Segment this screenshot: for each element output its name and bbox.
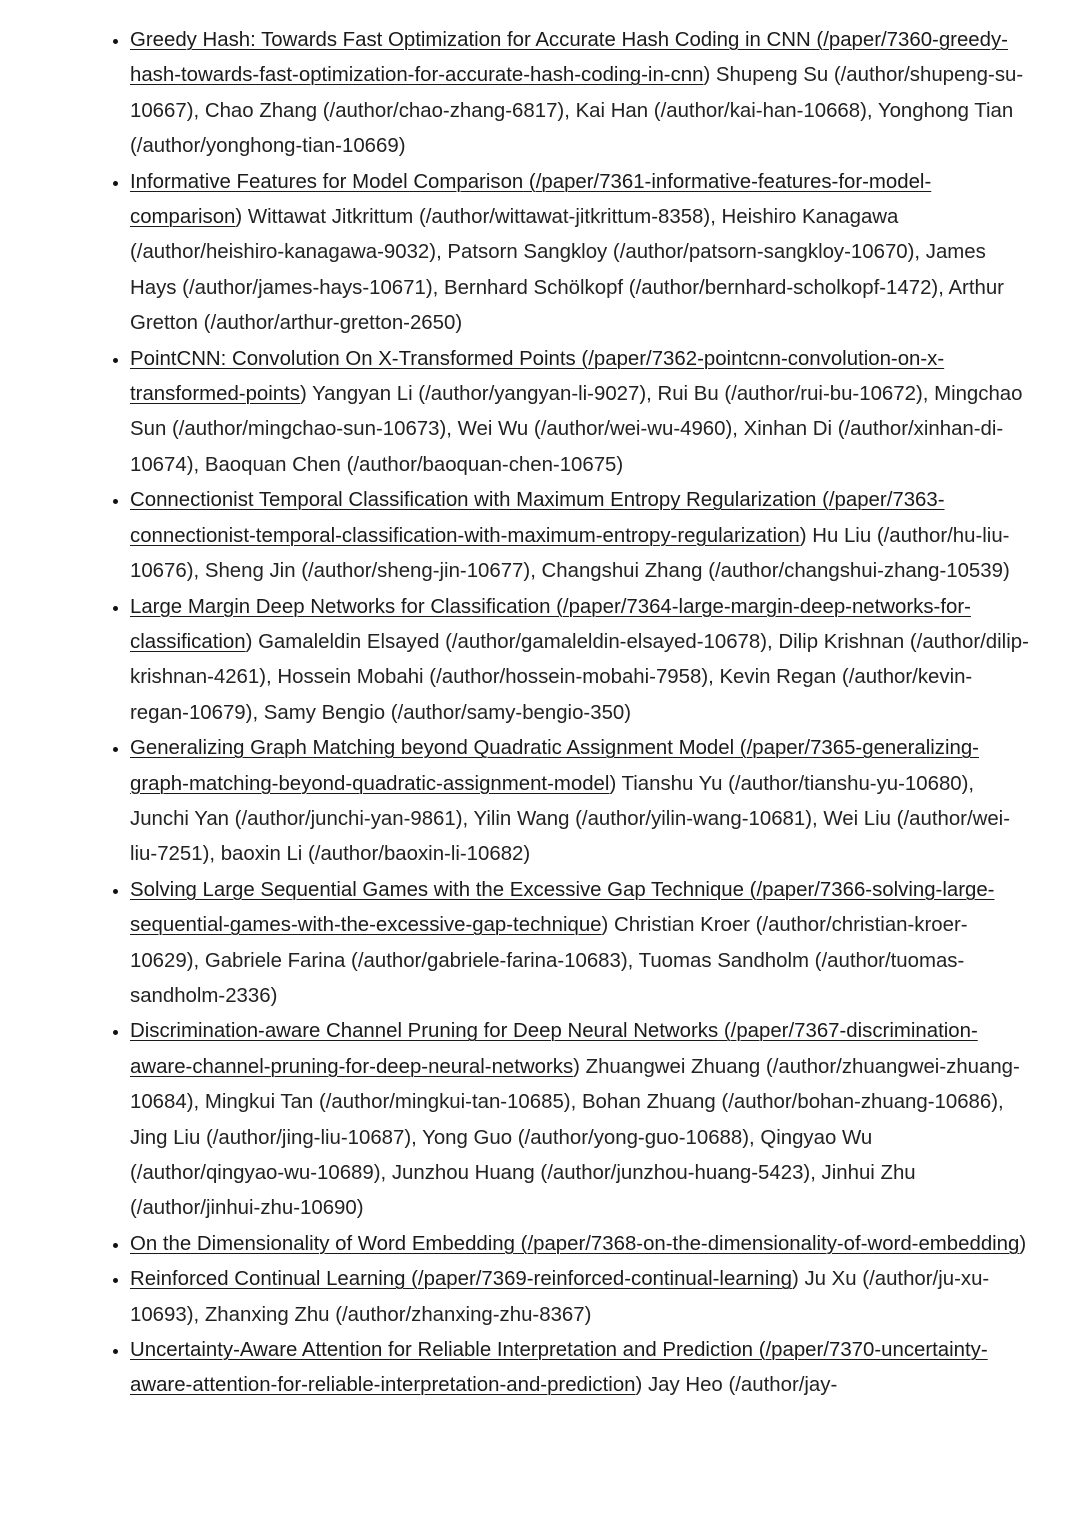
author-url: /author/bernhard-scholkopf-1472 <box>635 276 932 299</box>
paper-link[interactable]: Solving Large Sequential Games with the Excessive Gap Technique (/paper/7366-solving-large-sequential-games-with-the-excessive-gap-technique <box>130 878 995 937</box>
author-url: /author/ju-xu-10693 <box>130 1268 990 1326</box>
author-name[interactable]: Junchi Yan <box>130 807 230 830</box>
paper-item: • On the Dimensionality of Word Embedding (/paper/7368-on-the-dimensionality-of-word-embedding) <box>130 1227 1030 1262</box>
author-name[interactable]: Heishiro Kanagawa <box>721 206 899 229</box>
paper-url: /paper/7363-connectionist-temporal-classification-with-maximum-entropy-regularization <box>130 489 945 547</box>
author-name[interactable]: Samy Bengio <box>263 701 386 724</box>
author-url: /author/rui-bu-10672 <box>731 383 916 406</box>
paper-item: • Connectionist Temporal Classification with Maximum Entropy Regularization (/paper/7363-connectionist-temporal-classification-with-maximum-entropy-regularization) Hu Liu (/author/hu-liu-10676), Sheng Jin (/author/sheng-jin-10677), Changshui Zhang (/author/changshui-zhang-10539) <box>130 483 1030 589</box>
author-name[interactable]: Gabriele Farina <box>204 949 346 972</box>
paper-url: /paper/7369-reinforced-continual-learning <box>417 1268 792 1291</box>
author-name[interactable]: Yangyan Li <box>312 383 413 406</box>
author-name[interactable]: Kevin Regan <box>719 666 837 689</box>
author-name[interactable]: Hossein Mobahi <box>277 666 424 689</box>
author-name[interactable]: Christian Kroer <box>613 914 750 937</box>
author-name[interactable]: Patsorn Sangkloy <box>447 241 608 264</box>
author-url: /author/yangyan-li-9027 <box>425 383 640 406</box>
author-name[interactable]: Wittawat Jitkrittum <box>247 206 414 229</box>
author-url: /author/jinhui-zhu-10690 <box>136 1197 357 1220</box>
author-name[interactable]: Rui Bu <box>657 383 719 406</box>
author-url: /author/mingkui-tan-10685 <box>325 1091 564 1114</box>
author-name[interactable]: Mingkui Tan <box>204 1091 314 1114</box>
paper-url: /paper/7361-informative-features-for-model-comparison <box>130 170 932 229</box>
paper-item: • Greedy Hash: Towards Fast Optimization for Accurate Hash Coding in CNN (/paper/7360-greedy-hash-towards-fast-optimization-for-accurate-hash-coding-in-cnn) Shupeng Su (/author/shupeng-su-10667), Chao Zhang (/author/chao-zhang-6817), Kai Han (/author/kai-han-10668), Yonghong Tian (/author/yonghong-tian-10669) <box>130 23 1030 165</box>
author-url: /author/gamaleldin-elsayed-10678 <box>451 630 761 653</box>
paper-link[interactable]: Greedy Hash: Towards Fast Optimization for Accurate Hash Coding in CNN (/paper/7360-greedy-hash-towards-fast-optimization-for-accurate-hash-coding-in-cnn <box>130 29 1008 87</box>
author-name[interactable]: Tuomas Sandholm <box>638 949 810 972</box>
paper-item: • PointCNN: Convolution On X-Transformed Points (/paper/7362-pointcnn-convolution-on-x-transformed-points) Yangyan Li (/author/yangyan-li-9027), Rui Bu (/author/rui-bu-10672), Mingchao Sun (/author/mingchao-sun-10673), Wei Wu (/author/wei-wu-4960), Xinhan Di (/author/xinhan-di-10674), Baoquan Chen (/author/baoquan-chen-10675) <box>130 342 1030 484</box>
author-url: /author/junzhou-huang-5423 <box>547 1162 804 1184</box>
paper-url: /paper/7364-large-margin-deep-networks-for-classification <box>130 595 971 653</box>
author-url: /author/james-hays-10671 <box>188 276 426 299</box>
author-url: /author/christian-kroer-10629 <box>130 914 968 972</box>
paper-link[interactable]: On the Dimensionality of Word Embedding (/paper/7368-on-the-dimensionality-of-word-embedding <box>130 1232 1020 1255</box>
paper-title: Uncertainty-Aware Attention for Reliable Interpretation and Prediction <box>130 1339 754 1362</box>
author-name[interactable]: Shupeng Su <box>715 64 829 87</box>
author-name[interactable]: baoxin Li <box>220 843 303 866</box>
author-url: /author/tuomas-sandholm-2336 <box>130 949 965 1007</box>
paper-title: Generalizing Graph Matching beyond Quadratic Assignment Model <box>130 737 735 760</box>
author-name[interactable]: Ju Xu <box>804 1268 857 1291</box>
author-url: /author/hu-liu-10676 <box>130 524 1010 583</box>
paper-title: Discrimination-aware Channel Pruning for Deep Neural Networks <box>130 1020 719 1043</box>
author-name[interactable]: Yonghong Tian <box>877 99 1014 122</box>
author-url: /author/tianshu-yu-10680 <box>734 772 962 795</box>
author-url: /author/chao-zhang-6817 <box>329 99 558 122</box>
author-url: /author/zhanxing-zhu-8367 <box>342 1303 585 1326</box>
author-url: /author/zhuangwei-zhuang-10684 <box>130 1055 1020 1114</box>
author-url: /author/samy-bengio-350 <box>397 701 625 724</box>
author-url: /author/jing-liu-10687 <box>212 1126 405 1149</box>
paper-item: • Uncertainty-Aware Attention for Reliable Interpretation and Prediction (/paper/7370-uncertainty-aware-attention-for-reliable-interpretation-and-prediction) Jay Heo (/author/jay- <box>130 1333 1030 1404</box>
author-url: /author/qingyao-wu-10689 <box>136 1162 374 1184</box>
paper-title: Greedy Hash: Towards Fast Optimization for Accurate Hash Coding in CNN <box>130 29 811 51</box>
paper-title: PointCNN: Convolution On X-Transformed Points <box>130 347 576 370</box>
author-url: /author/wei-liu-7251 <box>130 807 1011 866</box>
author-name[interactable]: Kai Han <box>575 99 649 122</box>
author-name[interactable]: Arthur Gretton <box>130 276 1004 335</box>
paper-url: /paper/7370-uncertainty-aware-attention-for-reliable-interpretation-and-prediction <box>130 1339 988 1397</box>
paper-link[interactable]: PointCNN: Convolution On X-Transformed Points (/paper/7362-pointcnn-convolution-on-x-transformed-points <box>130 347 945 406</box>
paper-title: Large Margin Deep Networks for Classification <box>130 595 551 618</box>
paper-url: /paper/7360-greedy-hash-towards-fast-optimization-for-accurate-hash-coding-in-cnn <box>130 29 1008 87</box>
paper-title: Informative Features for Model Comparison <box>130 170 524 193</box>
paper-link[interactable]: Large Margin Deep Networks for Classification (/paper/7364-large-margin-deep-networks-for-classification <box>130 595 971 653</box>
author-url: /author/sheng-jin-10677 <box>308 560 524 583</box>
author-url: /author/kai-han-10668 <box>660 99 861 122</box>
author-url: /author/baoxin-li-10682 <box>314 843 524 866</box>
author-url: /author/mingchao-sun-10673 <box>178 418 440 441</box>
author-name[interactable]: Chao Zhang <box>204 99 318 122</box>
author-name[interactable]: Jing Liu <box>130 1126 201 1149</box>
author-name[interactable]: Gamaleldin Elsayed <box>258 630 440 653</box>
author-url: /author/wei-wu-4960 <box>540 418 726 441</box>
author-name[interactable]: Yilin Wang <box>473 807 570 830</box>
author-name[interactable]: Changshui Zhang <box>541 560 703 583</box>
paper-url: /paper/7368-on-the-dimensionality-of-word-embedding <box>527 1232 1020 1255</box>
author-url: /author/dilip-krishnan-4261 <box>130 630 1029 689</box>
author-url: /author/arthur-gretton-2650 <box>210 312 456 335</box>
paper-item: • Generalizing Graph Matching beyond Quadratic Assignment Model (/paper/7365-generalizing-graph-matching-beyond-quadratic-assignment-model) Tianshu Yu (/author/tianshu-yu-10680), Junchi Yan (/author/junchi-yan-9861), Yilin Wang (/author/yilin-wang-10681), Wei Liu (/author/wei-liu-7251), baoxin Li (/author/baoxin-li-10682) <box>130 731 1030 873</box>
author-url: /author/baoquan-chen-10675 <box>353 453 617 476</box>
paper-title: Connectionist Temporal Classification with Maximum Entropy Regularization <box>130 489 817 512</box>
author-name[interactable]: Zhuangwei Zhuang <box>585 1055 761 1078</box>
paper-link[interactable]: Connectionist Temporal Classification with Maximum Entropy Regularization (/paper/7363-connectionist-temporal-classification-with-maximum-entropy-regularization <box>130 489 945 547</box>
paper-url: /paper/7365-generalizing-graph-matching-beyond-quadratic-assignment-model <box>130 737 979 795</box>
author-url: /author/yong-guo-10688 <box>524 1126 743 1149</box>
author-url: /author/wittawat-jitkrittum-8358 <box>425 206 704 229</box>
paper-link[interactable]: Informative Features for Model Comparison (/paper/7361-informative-features-for-model-comparison <box>130 170 932 229</box>
paper-item: • Reinforced Continual Learning (/paper/7369-reinforced-continual-learning) Ju Xu (/author/ju-xu-10693), Zhanxing Zhu (/author/zhanxing-zhu-8367) <box>130 1262 1030 1333</box>
author-name[interactable]: Jay Heo <box>647 1374 723 1397</box>
author-url: /author/junchi-yan-9861 <box>241 807 456 830</box>
author-name[interactable]: Jinhui Zhu <box>821 1162 916 1184</box>
paper-item: • Large Margin Deep Networks for Classification (/paper/7364-large-margin-deep-networks-for-classification) Gamaleldin Elsayed (/author/gamaleldin-elsayed-10678), Dilip Krishnan (/author/dilip-krishnan-4261), Hossein Mobahi (/author/hossein-mobahi-7958), Kevin Regan (/author/kevin-regan-10679), Samy Bengio (/author/samy-bengio-350) <box>130 590 1030 732</box>
author-name[interactable]: Mingchao Sun <box>130 383 1023 441</box>
author-name[interactable]: Wei Liu <box>823 807 891 830</box>
paper-item: • Informative Features for Model Comparison (/paper/7361-informative-features-for-model-comparison) Wittawat Jitkrittum (/author/wittawat-jitkrittum-8358), Heishiro Kanagawa (/author/heishiro-kanagawa-9032), Patsorn Sangkloy (/author/patsorn-sangkloy-10670), James Hays (/author/james-hays-10671), Bernhard Schölkopf (/author/bernhard-scholkopf-1472), Arthur Gretton (/author/arthur-gretton-2650) <box>130 165 1030 342</box>
author-name[interactable]: Tianshu Yu <box>621 772 723 795</box>
paper-url: /paper/7362-pointcnn-convolution-on-x-transformed-points <box>130 347 945 406</box>
author-name[interactable]: Wei Wu <box>457 418 529 441</box>
author-name[interactable]: Hu Liu <box>812 524 872 547</box>
author-name[interactable]: Sheng Jin <box>204 560 296 583</box>
author-name[interactable]: Qingyao Wu <box>760 1126 873 1149</box>
author-url: /author/xinhan-di-10674 <box>130 418 1004 476</box>
author-name[interactable]: Xinhan Di <box>743 418 833 441</box>
author-url: /author/gabriele-farina-10683 <box>357 949 621 972</box>
author-name[interactable]: Dilip Krishnan <box>778 630 905 653</box>
author-url: /author/patsorn-sangkloy-10670 <box>619 241 908 264</box>
paper-title: Reinforced Continual Learning <box>130 1268 406 1291</box>
author-url: /author/kevin-regan-10679 <box>130 666 973 724</box>
author-url: /author/heishiro-kanagawa-9032 <box>136 241 430 264</box>
paper-url: /paper/7366-solving-large-sequential-games-with-the-excessive-gap-technique <box>130 878 995 937</box>
paper-url: /paper/7367-discrimination-aware-channel-pruning-for-deep-neural-networks <box>130 1020 978 1078</box>
author-url: /author/yonghong-tian-10669 <box>136 135 399 158</box>
author-name[interactable]: Bohan Zhuang <box>581 1091 716 1114</box>
paper-link[interactable]: Discrimination-aware Channel Pruning for Deep Neural Networks (/paper/7367-discrimination-aware-channel-pruning-for-deep-neural-networks <box>130 1020 978 1078</box>
author-name[interactable]: Bernhard Schölkopf <box>443 276 624 299</box>
author-name[interactable]: Baoquan Chen <box>204 453 341 476</box>
author-name[interactable]: Yong Guo <box>422 1126 513 1149</box>
author-url: /author/shupeng-su-10667 <box>130 64 1024 122</box>
paper-title: Solving Large Sequential Games with the Excessive Gap Technique <box>130 878 744 901</box>
paper-item: • Discrimination-aware Channel Pruning for Deep Neural Networks (/paper/7367-discrimination-aware-channel-pruning-for-deep-neural-networks) Zhuangwei Zhuang (/author/zhuangwei-zhuang-10684), Mingkui Tan (/author/mingkui-tan-10685), Bohan Zhuang (/author/bohan-zhuang-10686), Jing Liu (/author/jing-liu-10687), Yong Guo (/author/yong-guo-10688), Qingyao Wu (/author/qingyao-wu-10689), Junzhou Huang (/author/junzhou-huang-5423), Jinhui Zhu (/author/jinhui-zhu-10690) <box>130 1014 1030 1226</box>
author-url: /author/hossein-mobahi-7958 <box>436 666 702 689</box>
author-name[interactable]: James Hays <box>130 241 986 299</box>
author-url: /author/changshui-zhang-10539 <box>715 560 1003 583</box>
author-name[interactable]: Zhanxing Zhu <box>204 1303 330 1326</box>
author-name[interactable]: Junzhou Huang <box>391 1162 535 1184</box>
paper-link[interactable]: Generalizing Graph Matching beyond Quadratic Assignment Model (/paper/7365-generalizing-graph-matching-beyond-quadratic-assignment-model <box>130 737 979 795</box>
author-url: /author/jay- <box>735 1374 838 1397</box>
paper-item: • Solving Large Sequential Games with the Excessive Gap Technique (/paper/7366-solving-large-sequential-games-with-the-excessive-gap-technique) Christian Kroer (/author/christian-kroer-10629), Gabriele Farina (/author/gabriele-farina-10683), Tuomas Sandholm (/author/tuomas-sandholm-2336) <box>130 873 1030 1015</box>
paper-title: On the Dimensionality of Word Embedding <box>130 1232 515 1255</box>
paper-link[interactable]: Reinforced Continual Learning (/paper/7369-reinforced-continual-learning <box>130 1268 792 1291</box>
author-url: /author/bohan-zhuang-10686 <box>728 1091 992 1114</box>
author-url: /author/yilin-wang-10681 <box>581 807 806 830</box>
paper-link[interactable]: Uncertainty-Aware Attention for Reliable Interpretation and Prediction (/paper/7370-uncertainty-aware-attention-for-reliable-interpretation-and-prediction <box>130 1339 988 1397</box>
